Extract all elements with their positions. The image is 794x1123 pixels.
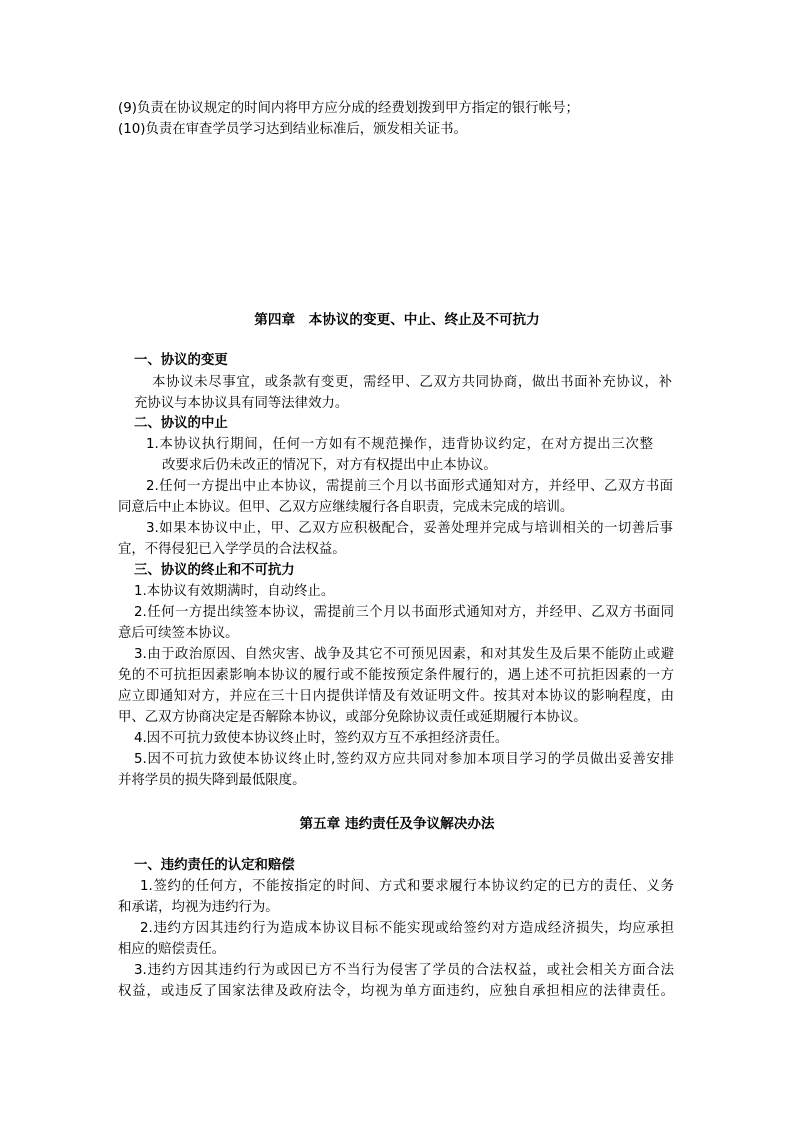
section-heading: 三、协议的终止和不可抗力 xyxy=(134,563,295,578)
paragraph-line: 本协议未尽事宜，或条款有变更，需经甲、乙双方共同协商，做出书面补充协议，补 xyxy=(152,375,672,390)
paragraph-line: 和承诺，均视为违约行为。 xyxy=(118,900,279,915)
paragraph-line: 2.违约方因其违约行为造成本协议目标不能实现或给签约对方造成经济损失，均应承担 xyxy=(140,921,674,936)
paragraph-line: 权益，或违反了国家法律及政府法令，均视为单方面违约，应独自承担相应的法律责任。 xyxy=(118,984,674,999)
paragraph-line: 1.本协议执行期间，任何一方如有不规范操作，违背协议约定，在对方提出三次整 xyxy=(146,437,653,452)
chapter-4-title: 第四章 本协议的变更、中止、终止及不可抗力 xyxy=(254,312,540,328)
paragraph-line: 5.因不可抗力致使本协议终止时,签约双方应共同对参加本项目学习的学员做出妥善安排 xyxy=(134,752,674,767)
section-heading: 一、协议的变更 xyxy=(134,353,228,368)
paragraph-line: 改要求后仍未改正的情况下，对方有权提出中止本协议。 xyxy=(162,458,497,473)
section-heading: 二、协议的中止 xyxy=(134,416,228,431)
paragraph-line: 充协议与本协议具有同等法律效力。 xyxy=(134,396,349,411)
paragraph-line: 3.违约方因其违约行为或因已方不当行为侵害了学员的合法权益，或社会相关方面合法 xyxy=(134,963,674,978)
item-10: (10)负责在审查学员学习达到结业标准后，颁发相关证书。 xyxy=(118,122,467,137)
section-heading: 一、违约责任的认定和赔偿 xyxy=(134,858,295,873)
paragraph-line: 并将学员的损失降到最低限度。 xyxy=(118,773,306,788)
paragraph-line: 2.任何一方提出续签本协议，需提前三个月以书面形式通知对方，并经甲、乙双方书面同 xyxy=(134,605,674,620)
paragraph-line: 3.如果本协议中止，甲、乙双方应积极配合，妥善处理并完成与培训相关的一切善后事 xyxy=(146,521,673,536)
paragraph-line: 免的不可抗拒因素影响本协议的履行或不能按预定条件履行的，遇上述不可抗拒因素的一方 xyxy=(118,668,674,683)
paragraph-line: 相应的赔偿责任。 xyxy=(118,942,226,957)
paragraph-line: 2.任何一方提出中止本协议，需提前三个月以书面形式通知对方，并经甲、乙双方书面 xyxy=(146,479,673,494)
paragraph-line: 3.由于政治原因、自然灾害、战争及其它不可预见因素，和对其发生及后果不能防止或避 xyxy=(134,647,674,662)
paragraph-line: 意后可续签本协议。 xyxy=(118,626,239,641)
paragraph-line: 应立即通知对方，并应在三十日内提供详情及有效证明文件。按其对本协议的影响程度，由 xyxy=(118,689,674,704)
paragraph-line: 1.本协议有效期满时，自动终止。 xyxy=(134,584,335,599)
paragraph-line: 宜，不得侵犯已入学学员的合法权益。 xyxy=(118,542,346,557)
paragraph-line: 甲、乙双方协商决定是否解除本协议，或部分免除协议责任或延期履行本协议。 xyxy=(118,710,587,725)
paragraph-line: 4.因不可抗力致使本协议终止时，签约双方互不承担经济责任。 xyxy=(134,731,509,746)
chapter-5-title: 第五章 违约责任及争议解决办法 xyxy=(299,816,495,832)
paragraph-line: 1.签约的任何方，不能按指定的时间、方式和要求履行本协议约定的已方的责任、义务 xyxy=(140,879,674,894)
paragraph-line: 同意后中止本协议。但甲、乙双方应继续履行各自职责，完成未完成的培训。 xyxy=(118,500,574,515)
item-9: (9)负责在协议规定的时间内将甲方应分成的经费划拨到甲方指定的银行帐号； xyxy=(118,101,579,116)
